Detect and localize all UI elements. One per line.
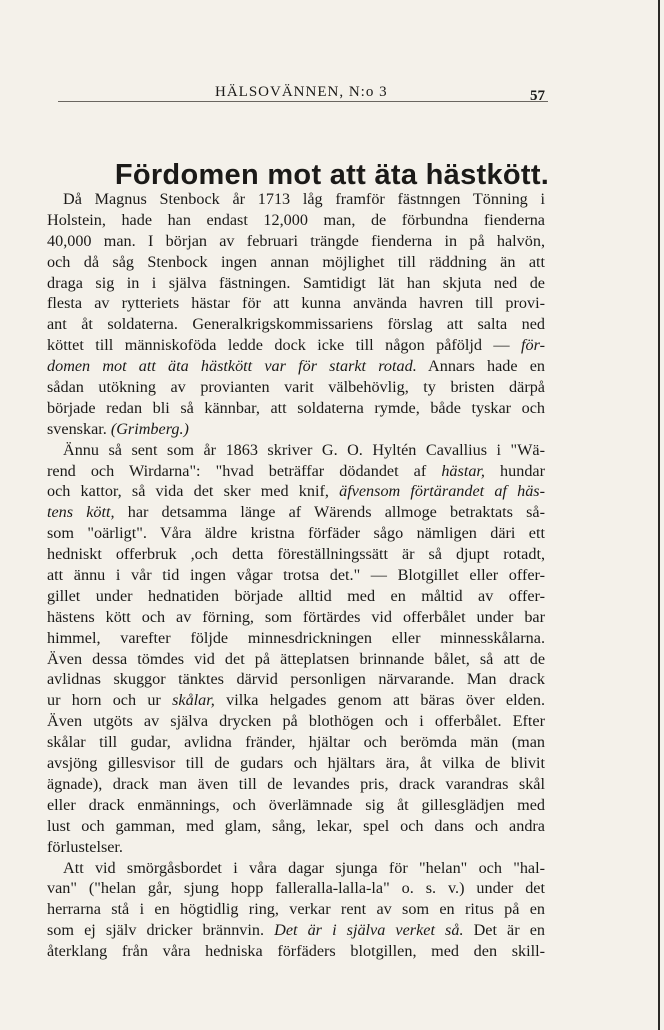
text-line <box>47 502 545 523</box>
text-segment: ant åt soldaterna. Generalkrigskommissariens förslag att salta ned <box>47 315 545 334</box>
text-line <box>47 544 545 565</box>
text-line <box>47 711 545 732</box>
italic-text: (Grimberg.) <box>110 419 189 438</box>
text-segment: Ännu så sent som år 1863 skriver G. O. Hyltén Cavallius i "Wä- <box>63 440 545 459</box>
text-line <box>47 774 545 795</box>
text-segment: och då såg Stenbock ingen annan möjlighet till räddning än att <box>47 252 545 271</box>
text-segment: köttet till människoföda ledde dock icke till någon påföljd — <box>47 336 522 355</box>
text-line <box>47 732 545 753</box>
text-segment: herrarna stå i en högtidlig ring, verkar rent av som en ritus på en <box>47 900 545 919</box>
text-segment: förlustelser. <box>47 837 123 856</box>
text-line <box>47 252 545 273</box>
text-line <box>47 649 545 670</box>
italic-text: hästar, <box>441 461 485 480</box>
text-segment: avlidnas skuggor tänktes därvid personligen närvarande. Man drack <box>47 670 545 689</box>
text-segment: eller drack enmännings, och överlämnade sig åt gillesglädjen med <box>47 795 545 814</box>
text-line <box>47 669 545 690</box>
text-segment: hedniskt offerbruk ,och detta föreställningssätt är så djupt rotadt, <box>47 545 545 564</box>
text-segment: Även dessa tömdes vid det på ätteplatsen brinnande bålet, så att de <box>47 649 545 668</box>
text-segment: himmel, varefter följde minnesdrickningen eller minnesskålarna. <box>47 628 545 647</box>
italic-text: skålar, <box>172 691 215 710</box>
text-segment: 40,000 man. I början av februari trängde fienderna in på halvön, <box>47 231 545 250</box>
text-line <box>47 356 545 377</box>
text-segment: började redan bli så kännbar, att soldaterna rymde, både tyskar och <box>47 398 545 417</box>
page-number: 57 <box>530 88 545 104</box>
text-segment: vilka helgades genom att bäras över elden. <box>214 691 545 710</box>
text-segment: skålar till gudar, avlidna fränder, hjältar och berömda män (man <box>47 733 545 752</box>
text-segment: hundar <box>484 461 545 480</box>
text-line <box>47 837 545 858</box>
text-line <box>47 419 545 440</box>
text-segment: som "oärligt". Våra äldre kristna förfäder sågo nämligen däri ett <box>47 524 545 543</box>
text-line <box>47 523 545 544</box>
page-edge-shadow <box>658 0 660 1030</box>
text-segment: och kattor, så vida det sker med knif, <box>47 482 340 501</box>
text-segment: rend och Wirdarna": "hvad beträffar dödandet af <box>47 461 442 480</box>
text-segment: svenskar. <box>47 419 111 438</box>
text-line <box>47 273 545 294</box>
text-segment: avsjöng gillesvisor till de gudars och hjältars ära, åt vilka de blivit <box>47 754 545 773</box>
text-line <box>47 377 545 398</box>
text-segment: har detsamma länge af Wärends allmoge betraktats så- <box>114 503 545 522</box>
italic-text: tens kött, <box>47 503 115 522</box>
italic-text: för- <box>521 336 545 355</box>
running-head: HÄLSOVÄNNEN, N:o 3 <box>215 84 388 100</box>
text-line <box>47 189 545 210</box>
text-segment: ägnade), drack man även till de levandes pris, drack varandras skål <box>47 774 545 793</box>
text-line <box>47 878 545 899</box>
text-segment: återklang från våra hedniska förfäders blotgillen, med den skill- <box>47 942 545 961</box>
italic-text: domen mot att äta hästkött var för starkt rotad. <box>47 357 417 376</box>
text-segment: Då Magnus Stenbock år 1713 låg framför fästnngen Tönning i <box>63 190 545 208</box>
text-line <box>47 816 545 837</box>
text-line <box>47 231 545 252</box>
text-segment: som ej själv dricker brännvin. <box>47 921 275 940</box>
text-line <box>47 690 545 711</box>
article-title: Fördomen mot att äta hästkött. <box>114 159 550 192</box>
text-line <box>47 899 545 920</box>
text-line <box>47 335 545 356</box>
text-segment: Holstein, hade han endast 12,000 man, de förbundna fienderna <box>47 210 545 229</box>
italic-text: Det är i själva verket så. <box>274 921 464 940</box>
text-segment: Att vid smörgåsbordet i våra dagar sjunga för "helan" och "hal- <box>63 858 545 877</box>
text-segment: hästens kött och av förning, som förtärdes vid offerbålet under bar <box>47 607 545 626</box>
text-line <box>47 920 545 941</box>
text-segment: gillet under hednatiden började alltid med en måltid av offer- <box>47 586 545 605</box>
text-segment: sådan utökning av provianten varit välbehövlig, ty bristen därpå <box>47 378 545 397</box>
text-segment: ur horn och ur <box>47 691 173 710</box>
header-rule <box>58 101 548 102</box>
text-segment: van" ("helan går, sjung hopp falleralla-lalla-la" o. s. v.) under det <box>47 879 545 898</box>
text-line <box>47 941 545 962</box>
text-line <box>47 314 545 335</box>
text-segment: Annars hade en <box>416 357 545 376</box>
text-line <box>47 210 545 231</box>
article-body <box>47 189 545 962</box>
text-segment: lust och gamman, med glam, sång, lekar, spel och dans och andra <box>47 816 545 835</box>
text-line <box>47 565 545 586</box>
text-line <box>47 795 545 816</box>
text-line <box>47 293 545 314</box>
text-line <box>47 607 545 628</box>
text-line <box>47 398 545 419</box>
text-segment: att ännu i vår tid ingen vågar trotsa det." — Blotgillet eller offer- <box>47 566 545 585</box>
text-segment: flesta av rytteriets hästar för att kunna använda havren till provi- <box>47 294 545 313</box>
text-line <box>47 461 545 482</box>
text-line <box>47 481 545 502</box>
text-line <box>47 586 545 607</box>
text-line <box>47 628 545 649</box>
text-line <box>47 753 545 774</box>
italic-text: äfvensom förtärandet af häs- <box>339 482 545 501</box>
text-segment: draga sig in i själva fästningen. Samtidigt lät han skjuta ned de <box>47 273 545 292</box>
text-line <box>47 858 545 879</box>
text-segment: Det är en <box>463 921 546 940</box>
text-line <box>47 440 545 461</box>
text-segment: Även utgöts av själva drycken på blothögen och i offerbålet. Efter <box>47 712 545 731</box>
